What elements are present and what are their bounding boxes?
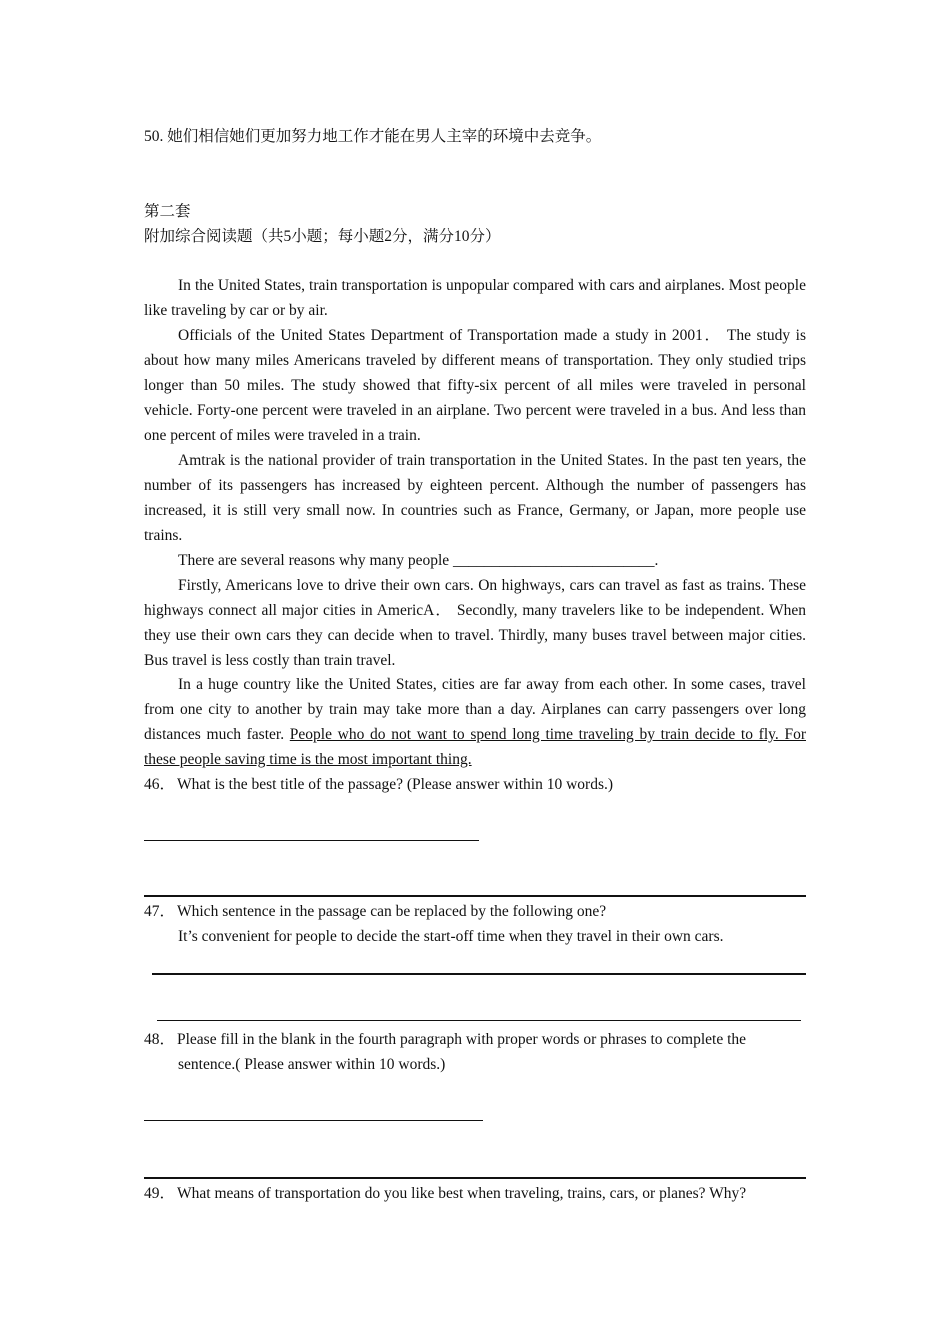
question-text: What means of transportation do you like best when traveling, trains, cars, or planes? Why?: [177, 1185, 747, 1202]
question-continuation: sentence.( Please answer within 10 words.): [178, 1056, 446, 1073]
question-48: [144, 1027, 806, 1077]
question-sub-sentence: It’s convenient for people to decide the start-off time when they travel in their own cars.: [178, 928, 724, 945]
answer-line-47[interactable]: [152, 973, 806, 975]
set-title: 第二套: [144, 203, 191, 220]
question-text: Please fill in the blank in the fourth paragraph with proper words or phrases to complete the: [177, 1031, 747, 1048]
question-46: [144, 772, 806, 797]
paragraph-6-text: In a huge country like the United States, cities are far away from each other. In some cases, travel from one city to another by train may take more than a day. Airplanes can carry passengers over long distances much faster.: [144, 676, 806, 743]
question-number: 49．: [144, 1185, 176, 1202]
underlined-sentence: People who do not want to spend long time traveling by train decide to fly. For these people saving time is the most important thing.: [144, 726, 806, 768]
answer-line-46b[interactable]: [144, 895, 806, 897]
passage-paragraph-1: In the United States, train transportation is unpopular compared with cars and airplanes. Most people like traveling by car or by air.: [144, 277, 806, 319]
passage-paragraph-2: Officials of the United States Department of Transportation made a study in 2001． The study is about how many miles Americans traveled by different means of transportation. They only studied trips longer than 50 miles. The study showed that fifty-six percent of all miles were traveled in personal vehicle. Forty-one percent were traveled in an airplane. Two percent were traveled in a bus. And less than one percent of miles were traveled in a train.: [144, 327, 806, 444]
answer-line-47b[interactable]: [157, 1020, 801, 1021]
question-47: [144, 899, 806, 949]
passage-paragraph-5: Firstly, Americans love to drive their own cars. On highways, cars can travel as fast as trains. These highways connect all major cities in AmericA． Secondly, many travelers like to be independent. When they use their own cars they can decide when to travel. Thirdly, many buses travel between major cities. Bus travel is less costly than train travel.: [144, 577, 806, 669]
section-instructions: 附加综合阅读题（共5小题；每小题2分，满分10分）: [144, 228, 501, 245]
translation-item-50: 50. 她们相信她们更加努力地工作才能在男人主宰的环境中去竞争。: [144, 128, 602, 145]
question-number: 46．: [144, 776, 176, 793]
question-text: What is the best title of the passage? (Please answer within 10 words.): [177, 776, 614, 793]
question-text: Which sentence in the passage can be replaced by the following one?: [177, 903, 607, 920]
passage-paragraph-3: Amtrak is the national provider of train transportation in the United States. In the past ten years, the number of its passengers has increased by eighteen percent. Although the number of passengers has increased, it is still very small now. In countries such as France, Germany, or Japan, more people use trains.: [144, 452, 806, 544]
answer-line-48[interactable]: [144, 1120, 483, 1121]
question-number: 48．: [144, 1031, 176, 1048]
answer-line-46[interactable]: [144, 840, 479, 841]
question-49: [144, 1181, 806, 1206]
passage-paragraph-6: [144, 672, 806, 772]
passage-paragraph-4: There are several reasons why many people __________________________.: [178, 552, 659, 569]
question-number: 47．: [144, 903, 176, 920]
answer-line-48b[interactable]: [144, 1177, 806, 1179]
